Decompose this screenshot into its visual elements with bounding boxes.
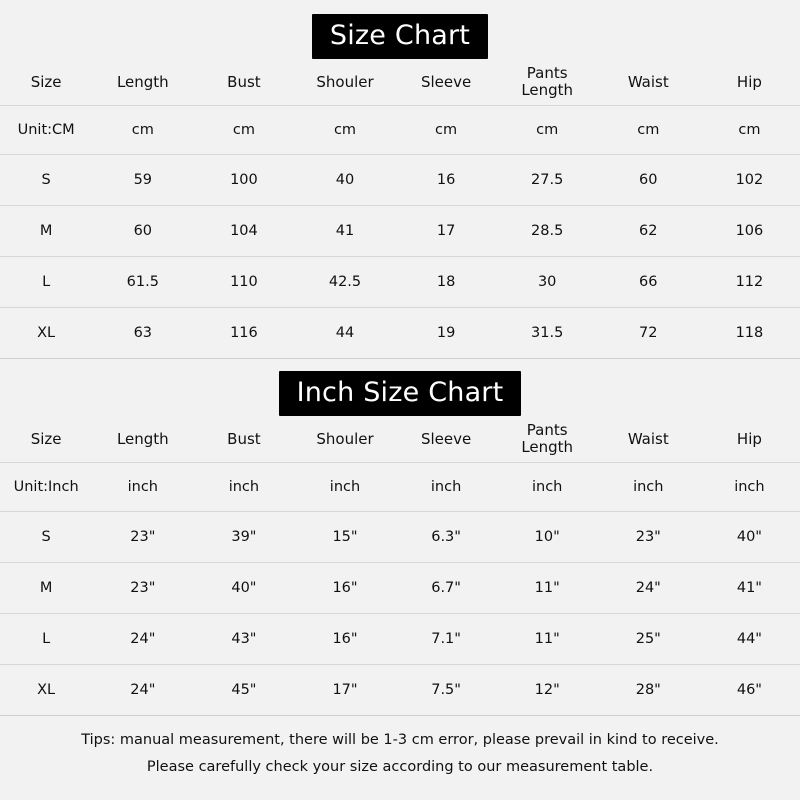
inch-row-xl-pants-length: 12" bbox=[497, 665, 598, 716]
cm-row-xl-size: XL bbox=[0, 308, 92, 359]
inch-row-xl-shoulder: 17" bbox=[294, 665, 395, 716]
cm-row-m-hip: 106 bbox=[699, 206, 800, 257]
cm-header-bust: Bust bbox=[193, 59, 294, 106]
inch-unit-length: inch bbox=[92, 463, 193, 512]
cm-header-sleeve: Sleeve bbox=[396, 59, 497, 106]
cm-row-m-size: M bbox=[0, 206, 92, 257]
cm-unit-pants-length: cm bbox=[497, 106, 598, 155]
cm-row-s-waist: 60 bbox=[598, 155, 699, 206]
cm-row-l-size: L bbox=[0, 257, 92, 308]
inch-row-xl-waist: 28" bbox=[598, 665, 699, 716]
cm-row-s-sleeve: 16 bbox=[396, 155, 497, 206]
tips-line-1: Tips: manual measurement, there will be 1-3 cm error, please prevail in kind to receive. bbox=[81, 732, 719, 748]
inch-row-l-pants-length: 11" bbox=[497, 614, 598, 665]
cm-header-hip: Hip bbox=[699, 59, 800, 106]
inch-table-header-row bbox=[0, 416, 800, 463]
inch-row-l-hip: 44" bbox=[699, 614, 800, 665]
inch-row-l-shoulder: 16" bbox=[294, 614, 395, 665]
inch-chart-title-wrap bbox=[0, 365, 800, 416]
cm-row-xl-shoulder: 44 bbox=[294, 308, 395, 359]
cm-row-s-shoulder: 40 bbox=[294, 155, 395, 206]
table-row bbox=[0, 665, 800, 716]
inch-unit-waist: inch bbox=[598, 463, 699, 512]
inch-row-m-sleeve: 6.7" bbox=[396, 563, 497, 614]
cm-unit-row bbox=[0, 106, 800, 155]
inch-row-m-waist: 24" bbox=[598, 563, 699, 614]
cm-unit-sleeve: cm bbox=[396, 106, 497, 155]
inch-size-table bbox=[0, 416, 800, 716]
cm-row-m-length: 60 bbox=[92, 206, 193, 257]
cm-table-header-row bbox=[0, 59, 800, 106]
cm-header-pants-length-line2: Length bbox=[521, 81, 574, 99]
inch-unit-shoulder: inch bbox=[294, 463, 395, 512]
cm-header-size: Size bbox=[0, 59, 92, 106]
cm-row-l-bust: 110 bbox=[193, 257, 294, 308]
inch-unit-label: Unit:Inch bbox=[0, 463, 92, 512]
cm-unit-hip: cm bbox=[699, 106, 800, 155]
inch-row-xl-hip: 46" bbox=[699, 665, 800, 716]
inch-header-pants-length bbox=[497, 416, 598, 463]
cm-header-shoulder: Shouler bbox=[294, 59, 395, 106]
cm-header-waist: Waist bbox=[598, 59, 699, 106]
cm-row-xl-sleeve: 19 bbox=[396, 308, 497, 359]
inch-header-hip: Hip bbox=[699, 416, 800, 463]
inch-row-s-hip: 40" bbox=[699, 512, 800, 563]
inch-header-pants-length-line1: Pants bbox=[526, 420, 568, 439]
cm-row-l-pants-length: 30 bbox=[497, 257, 598, 308]
cm-row-m-sleeve: 17 bbox=[396, 206, 497, 257]
inch-unit-pants-length: inch bbox=[497, 463, 598, 512]
cm-row-xl-pants-length: 31.5 bbox=[497, 308, 598, 359]
inch-row-xl-length: 24" bbox=[92, 665, 193, 716]
inch-header-length: Length bbox=[92, 416, 193, 463]
inch-unit-row bbox=[0, 463, 800, 512]
inch-row-l-waist: 25" bbox=[598, 614, 699, 665]
table-row bbox=[0, 614, 800, 665]
inch-header-sleeve: Sleeve bbox=[396, 416, 497, 463]
tips-section bbox=[0, 716, 800, 775]
cm-row-xl-waist: 72 bbox=[598, 308, 699, 359]
cm-row-m-shoulder: 41 bbox=[294, 206, 395, 257]
inch-row-l-length: 24" bbox=[92, 614, 193, 665]
inch-unit-sleeve: inch bbox=[396, 463, 497, 512]
tips-line-2: Please carefully check your size according to our measurement table. bbox=[146, 759, 654, 775]
cm-row-s-pants-length: 27.5 bbox=[497, 155, 598, 206]
inch-chart-title: Inch Size Chart bbox=[279, 371, 522, 416]
cm-row-m-pants-length: 28.5 bbox=[497, 206, 598, 257]
cm-unit-shoulder: cm bbox=[294, 106, 395, 155]
cm-row-l-waist: 66 bbox=[598, 257, 699, 308]
cm-row-l-shoulder: 42.5 bbox=[294, 257, 395, 308]
cm-row-xl-bust: 116 bbox=[193, 308, 294, 359]
cm-row-s-size: S bbox=[0, 155, 92, 206]
inch-row-xl-sleeve: 7.5" bbox=[396, 665, 497, 716]
inch-row-m-pants-length: 11" bbox=[497, 563, 598, 614]
table-row bbox=[0, 257, 800, 308]
inch-row-m-shoulder: 16" bbox=[294, 563, 395, 614]
inch-header-pants-length-line2: Length bbox=[521, 438, 574, 456]
cm-row-xl-hip: 118 bbox=[699, 308, 800, 359]
cm-chart-title-wrap bbox=[0, 0, 800, 59]
inch-row-s-pants-length: 10" bbox=[497, 512, 598, 563]
inch-header-bust: Bust bbox=[193, 416, 294, 463]
cm-row-xl-length: 63 bbox=[92, 308, 193, 359]
cm-unit-waist: cm bbox=[598, 106, 699, 155]
inch-row-xl-bust: 45" bbox=[193, 665, 294, 716]
inch-row-s-size: S bbox=[0, 512, 92, 563]
inch-row-s-sleeve: 6.3" bbox=[396, 512, 497, 563]
table-row bbox=[0, 155, 800, 206]
cm-unit-bust: cm bbox=[193, 106, 294, 155]
inch-row-m-size: M bbox=[0, 563, 92, 614]
cm-row-l-hip: 112 bbox=[699, 257, 800, 308]
cm-row-s-bust: 100 bbox=[193, 155, 294, 206]
cm-unit-label: Unit:CM bbox=[0, 106, 92, 155]
inch-row-s-bust: 39" bbox=[193, 512, 294, 563]
inch-row-m-hip: 41" bbox=[699, 563, 800, 614]
cm-row-m-waist: 62 bbox=[598, 206, 699, 257]
cm-row-s-hip: 102 bbox=[699, 155, 800, 206]
inch-header-waist: Waist bbox=[598, 416, 699, 463]
cm-row-m-bust: 104 bbox=[193, 206, 294, 257]
table-row bbox=[0, 512, 800, 563]
cm-header-pants-length-line1: Pants bbox=[526, 63, 568, 82]
inch-header-shoulder: Shouler bbox=[294, 416, 395, 463]
cm-row-l-length: 61.5 bbox=[92, 257, 193, 308]
inch-unit-hip: inch bbox=[699, 463, 800, 512]
cm-chart-title: Size Chart bbox=[312, 14, 488, 59]
inch-row-s-waist: 23" bbox=[598, 512, 699, 563]
table-row bbox=[0, 563, 800, 614]
cm-row-l-sleeve: 18 bbox=[396, 257, 497, 308]
inch-row-m-bust: 40" bbox=[193, 563, 294, 614]
cm-header-length: Length bbox=[92, 59, 193, 106]
inch-header-size: Size bbox=[0, 416, 92, 463]
table-row bbox=[0, 206, 800, 257]
inch-unit-bust: inch bbox=[193, 463, 294, 512]
cm-unit-length: cm bbox=[92, 106, 193, 155]
inch-row-m-length: 23" bbox=[92, 563, 193, 614]
cm-row-s-length: 59 bbox=[92, 155, 193, 206]
cm-size-table bbox=[0, 59, 800, 359]
table-row bbox=[0, 308, 800, 359]
inch-row-l-size: L bbox=[0, 614, 92, 665]
cm-header-pants-length bbox=[497, 59, 598, 106]
inch-row-l-bust: 43" bbox=[193, 614, 294, 665]
inch-row-s-length: 23" bbox=[92, 512, 193, 563]
inch-row-l-sleeve: 7.1" bbox=[396, 614, 497, 665]
inch-row-xl-size: XL bbox=[0, 665, 92, 716]
inch-row-s-shoulder: 15" bbox=[294, 512, 395, 563]
